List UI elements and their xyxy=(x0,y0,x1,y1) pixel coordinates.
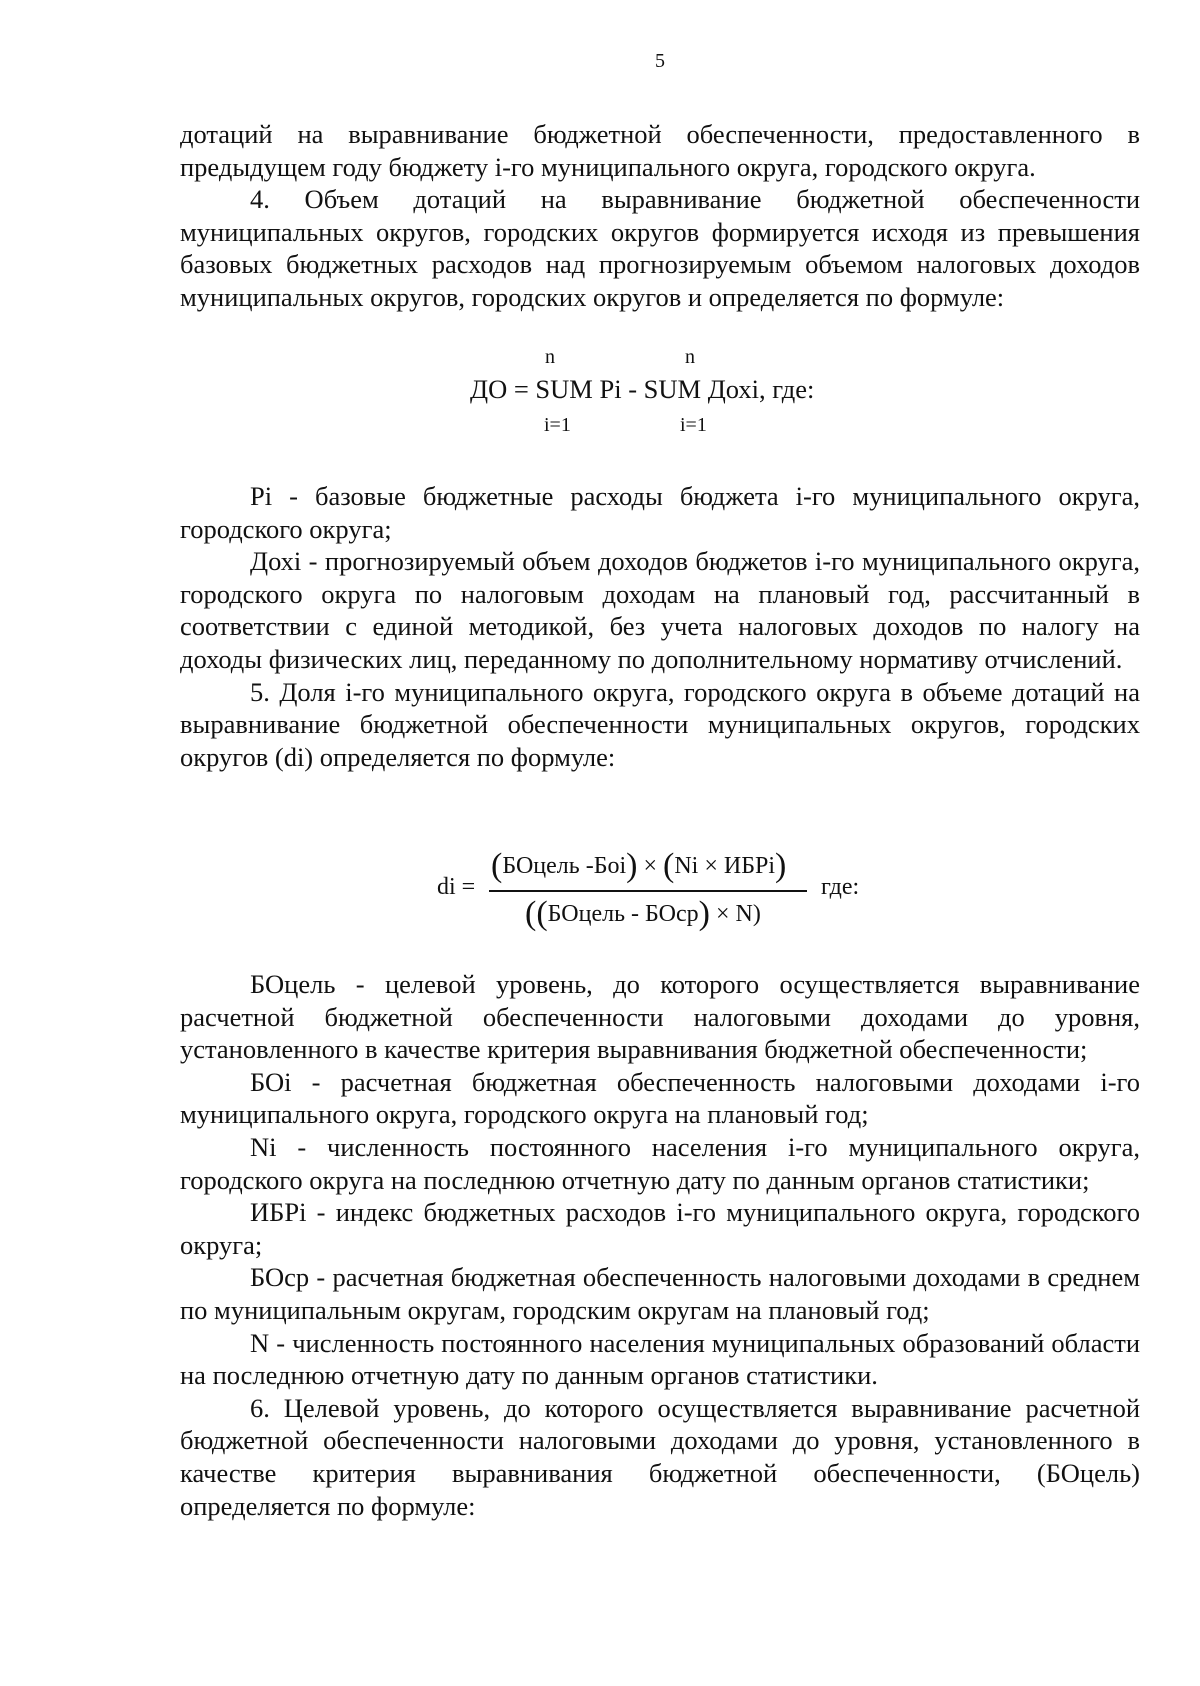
text-block-bottom xyxy=(180,968,1140,1522)
definition-doxi: Дохi - прогнозируемый объем доходов бюджетов i-го муниципального округа, городского округа по налоговым доходам на плановый год, рассчитанный в соответствии с единой методикой, без учета налоговых доходов по налогу на доходы физических лиц, переданному по дополнительному нормативу отчислений. xyxy=(180,546,1140,674)
paragraph-intro: дотаций на выравнивание бюджетной обеспеченности, предоставленного в предыдущем году бюджету i-го муниципального округа, городского округа. xyxy=(180,119,1140,182)
definition-ni: Ni - численность постоянного населения i-го муниципального округа, городского округа на последнюю отчетную дату по данным органов статистики; xyxy=(180,1131,1140,1195)
formula-di-numerator-a: БОцель -Боi xyxy=(502,853,627,879)
definition-n: N - численность постоянного населения муниципальных образований области на последнюю отчетную дату по данным органов статистики. xyxy=(180,1327,1140,1391)
paragraph-4: 4. Объем дотаций на выравнивание бюджетной обеспеченности муниципальных округов, городских округов формируется исходя из превышения базовых бюджетных расходов над прогнозируемым объемом налоговых доходов муниципальных округов, городских округов и определяется по формуле: xyxy=(180,184,1140,312)
formula-di-lhs: di = xyxy=(437,874,476,900)
definition-bosr: БОср - расчетная бюджетная обеспеченность налоговыми доходами в среднем по муниципальным округам, городским округам на плановый год; xyxy=(180,1262,1140,1325)
formula-do-sum1-upper: n xyxy=(545,346,555,368)
formula-di-denominator-a: БОцель - БОср xyxy=(547,901,699,927)
definition-bocel: БОцель - целевой уровень, до которого осуществляется выравнивание расчетной бюджетной обеспеченности налоговыми доходами до уровня, установленного в качестве критерия выравнивания бюджетной обеспеченности; xyxy=(180,969,1140,1065)
paragraph-5: 5. Доля i-го муниципального округа, городского округа в объеме дотаций на выравнивание бюджетной обеспеченности муниципальных округов, городских округов (di) определяется по формуле: xyxy=(180,676,1140,772)
formula-di xyxy=(437,846,897,936)
page-number: 5 xyxy=(655,50,665,72)
formula-di-denominator: ((БОцель - БОср) × N) xyxy=(525,895,761,932)
text-block-top xyxy=(180,118,1140,314)
formula-do-sum2-upper: n xyxy=(685,346,695,368)
formula-do-main: ДО = SUM Pi - SUM Дохi, где: xyxy=(470,374,815,404)
formula-do-sum1-lower: i=1 xyxy=(544,414,571,436)
text-block-middle xyxy=(180,480,1140,773)
formula-di-numerator: (БОцель -Боi) × (Ni × ИБРi) xyxy=(491,847,787,884)
formula-di-numerator-b: Ni × ИБРi xyxy=(674,853,776,879)
formula-di-suffix: где: xyxy=(821,874,860,900)
formula-do xyxy=(470,346,890,442)
definition-pi: Pi - базовые бюджетные расходы бюджета i-го муниципального округа, городского округа; xyxy=(180,481,1140,544)
definition-boi: БОi - расчетная бюджетная обеспеченность налоговыми доходами i-го муниципального округа, городского округа на плановый год; xyxy=(180,1066,1140,1130)
fraction-bar xyxy=(489,890,807,892)
formula-di-denominator-b: × N) xyxy=(715,901,761,927)
paragraph-6: 6. Целевой уровень, до которого осуществляется выравнивание расчетной бюджетной обеспеченности налоговыми доходами до уровня, установленного в качестве критерия выравнивания бюджетной обеспеченности, (БОцель) определяется по формуле: xyxy=(180,1392,1140,1521)
definition-ibri: ИБРi - индекс бюджетных расходов i-го муниципального округа, городского округа; xyxy=(180,1197,1140,1260)
formula-di-times: × xyxy=(643,853,658,879)
formula-do-sum2-lower: i=1 xyxy=(680,414,707,436)
